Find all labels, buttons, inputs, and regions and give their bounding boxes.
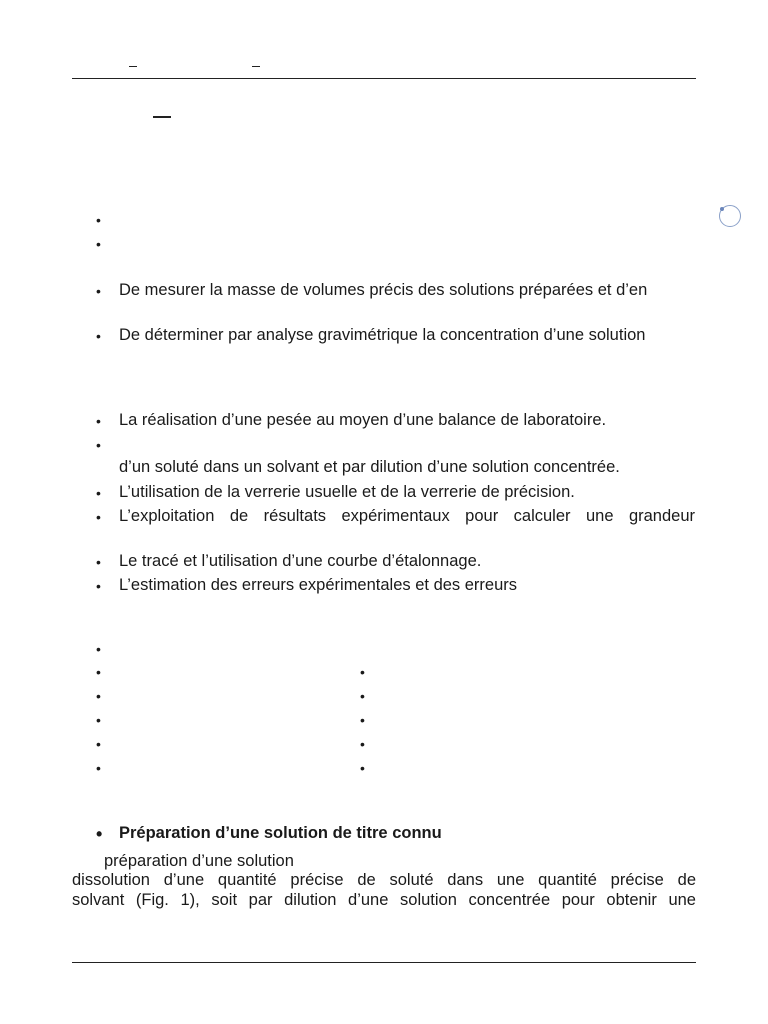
footer-rule xyxy=(72,962,696,963)
bullet: • xyxy=(96,712,101,728)
objective-item: De déterminer par analyse gravimétrique la concentration d’une solution xyxy=(119,326,646,344)
bullet: • xyxy=(360,712,365,728)
skill-item: L’exploitation de résultats expérimentaux pour calculer une grandeur xyxy=(119,507,695,525)
skill-item: Le tracé et l’utilisation d’une courbe d’étalonnage. xyxy=(119,552,482,570)
header-dash-2 xyxy=(252,66,260,67)
bullet: • xyxy=(96,641,101,657)
skill-item: L’utilisation de la verrerie usuelle et de la verrerie de précision. xyxy=(119,483,575,501)
objective-item: De mesurer la masse de volumes précis des solutions préparées et d’en xyxy=(119,281,648,299)
bullet: • xyxy=(360,688,365,704)
bullet: • xyxy=(96,328,101,344)
header-rule xyxy=(72,78,696,79)
bullet: • xyxy=(96,509,101,525)
bullet: • xyxy=(96,283,101,299)
section-heading: Préparation d’une solution de titre connu xyxy=(119,824,442,842)
circle-icon[interactable] xyxy=(719,205,741,227)
section-paragraph-line: solvant (Fig. 1), soit par dilution d’une solution concentrée pour obtenir une xyxy=(72,891,696,909)
bullet: • xyxy=(96,485,101,501)
bullet: • xyxy=(360,760,365,776)
bullet: • xyxy=(96,578,101,594)
skill-item: L’estimation des erreurs expérimentales et des erreurs xyxy=(119,576,518,594)
bullet: • xyxy=(96,554,101,570)
section-paragraph-line: dissolution d’une quantité précise de soluté dans une quantité précise de xyxy=(72,871,696,889)
title-dash xyxy=(153,116,171,118)
skill-item: La réalisation d’une pesée au moyen d’une balance de laboratoire. xyxy=(119,411,607,429)
bullet: • xyxy=(96,212,101,228)
bullet: • xyxy=(360,664,365,680)
bullet: • xyxy=(360,736,365,752)
bullet: • xyxy=(96,437,101,453)
skill-item-continuation: d’un soluté dans un solvant et par dilution d’une solution concentrée. xyxy=(119,458,620,476)
section-intro-fragment: préparation d’une solution xyxy=(104,852,294,870)
header-dash-1 xyxy=(129,66,137,67)
circle-dot xyxy=(720,207,724,211)
bullet: • xyxy=(96,413,101,429)
bullet: • xyxy=(96,736,101,752)
bullet: • xyxy=(96,236,101,252)
bullet: • xyxy=(96,688,101,704)
section-bullet: • xyxy=(96,824,103,844)
bullet: • xyxy=(96,760,101,776)
bullet: • xyxy=(96,664,101,680)
